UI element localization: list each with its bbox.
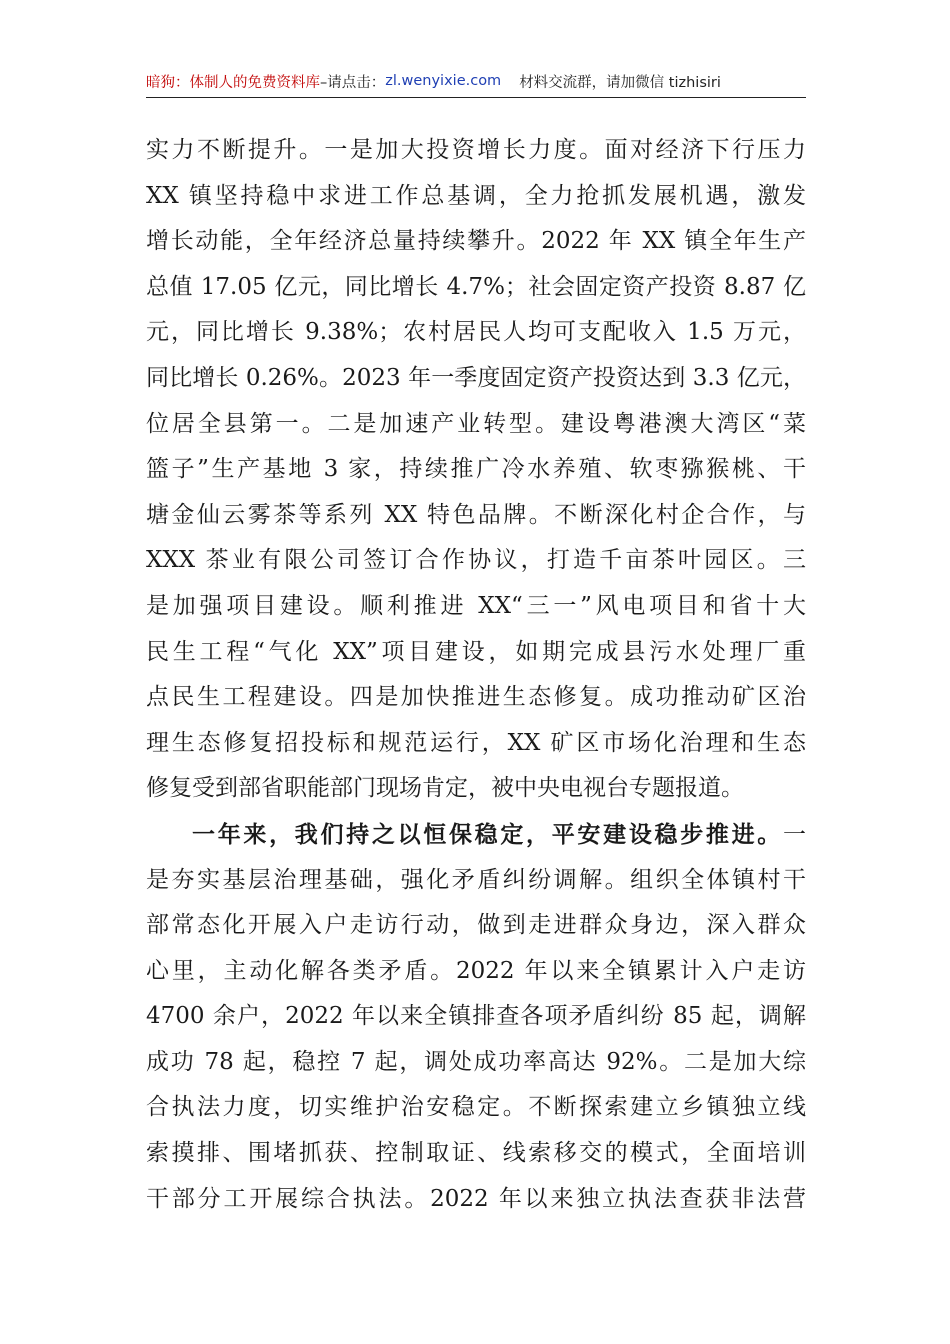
header-divider	[146, 97, 806, 98]
header-wechat-note: 材料交流群，请加微信 tizhisiri	[519, 74, 721, 91]
text-line: 是加强项目建设。顺利推进 XX“三一”风电项目和省十大	[146, 592, 806, 619]
text-line: XXX 茶业有限公司签订合作协议，打造千亩茶叶园区。三	[146, 547, 806, 574]
text-line: 4700 余户，2022 年以来全镇排查各项矛盾纠纷 85 起，调解	[146, 1003, 806, 1030]
paragraph-economy	[146, 128, 806, 812]
header-url-link[interactable]: zl.wenyixie.com	[385, 73, 502, 89]
text-line: 成功 78 起，稳控 7 起，调处成功率高达 92%。二是加大综	[146, 1048, 806, 1075]
header-click-prompt: –请点击：	[320, 74, 386, 91]
text-line: 干部分工开展综合执法。2022 年以来独立执法查获非法营	[146, 1185, 806, 1212]
text-line: 理生态修复招投标和规范运行，XX 矿区市场化治理和生态	[146, 729, 806, 756]
text-line: 位居全县第一。二是加速产业转型。建设粤港澳大湾区“菜	[146, 410, 806, 437]
text-line: 心里，主动化解各类矛盾。2022 年以来全镇累计入户走访	[146, 957, 806, 984]
text-line: 点民生工程建设。四是加快推进生态修复。成功推动矿区治	[146, 684, 806, 711]
paragraph-stability	[146, 812, 806, 1222]
text-line: 实力不断提升。一是加大投资增长力度。面对经济下行压力	[146, 137, 806, 163]
text-line: 篮子”生产基地 3 家，持续推广冷水养殖、软枣猕猴桃、干	[146, 456, 806, 483]
text-line: 同比增长 0.26%。2023 年一季度固定资产投资达到 3.3 亿元，	[146, 364, 806, 391]
text-line: 增长动能，全年经济总量持续攀升。2022 年 XX 镇全年生产	[146, 228, 806, 255]
text-line: 部常态化开展入户走访行动，做到走进群众身边，深入群众	[146, 912, 806, 939]
text-line: 是夯实基层治理基础，强化矛盾纠纷调解。组织全体镇村干	[146, 866, 806, 893]
paragraph-lead-line	[146, 812, 806, 858]
lead-continuation: 一	[783, 821, 806, 848]
text-line: 总值 17.05 亿元，同比增长 4.7%；社会固定资产投资 8.87 亿	[146, 273, 806, 300]
text-line: 民生工程“气化 XX”项目建设，如期完成县污水处理厂重	[146, 638, 806, 665]
page-header	[146, 66, 806, 96]
text-line: 修复受到部省职能部门现场肯定，被中央电视台专题报道。	[146, 775, 744, 802]
section-heading-bold: 一年来，我们持之以恒保稳定，平安建设稳步推进。	[192, 820, 783, 848]
text-line: 索摸排、围堵抓获、控制取证、线索移交的模式，全面培训	[146, 1140, 806, 1167]
text-line: 元，同比增长 9.38%；农村居民人均可支配收入 1.5 万元，	[146, 319, 806, 346]
header-site-name: 暗狗：体制人的免费资料库	[146, 74, 320, 91]
text-line: 合执法力度，切实维护治安稳定。不断探索建立乡镇独立线	[146, 1094, 806, 1121]
text-line: XX 镇坚持稳中求进工作总基调，全力抢抓发展机遇，激发	[146, 182, 806, 209]
text-line: 塘金仙云雾茶等系列 XX 特色品牌。不断深化村企合作，与	[146, 501, 806, 528]
document-body	[146, 128, 806, 1222]
